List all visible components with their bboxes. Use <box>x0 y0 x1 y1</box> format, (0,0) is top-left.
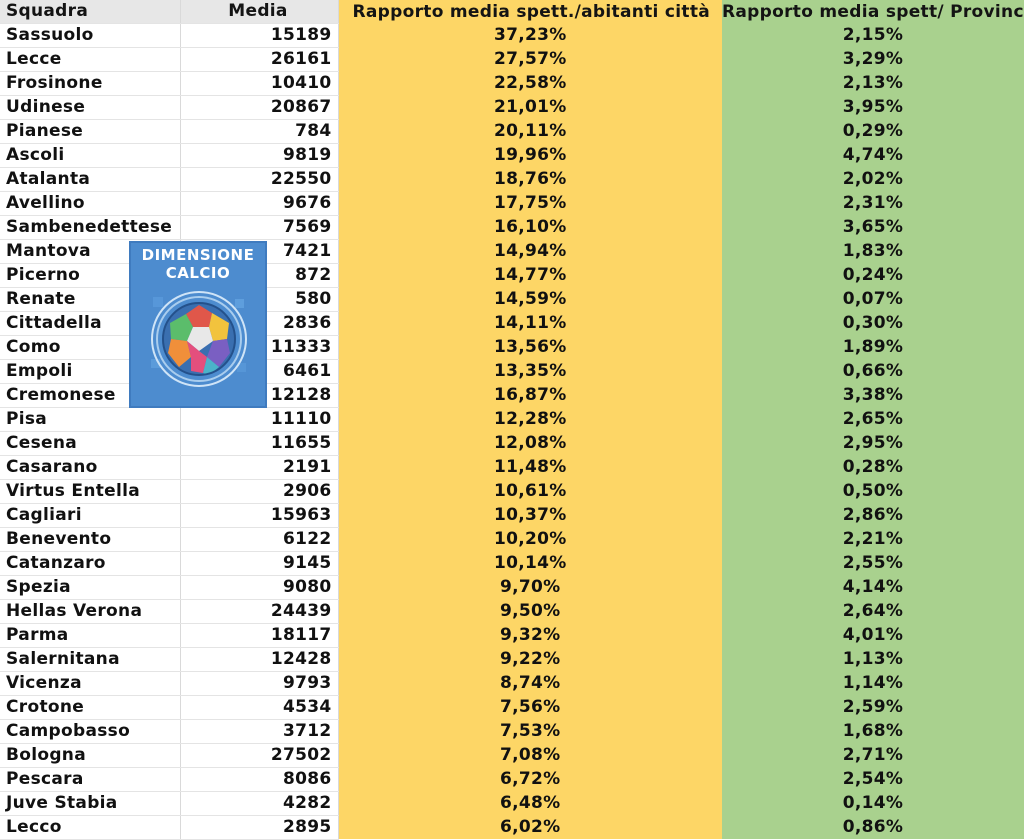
avg-cell[interactable]: 9793 <box>180 671 338 695</box>
avg-cell[interactable]: 2191 <box>180 455 338 479</box>
prov-ratio-cell[interactable]: 2,54% <box>722 767 1024 791</box>
prov-ratio-cell[interactable]: 3,65% <box>722 215 1024 239</box>
avg-cell[interactable]: 18117 <box>180 623 338 647</box>
city-ratio-cell[interactable]: 7,56% <box>338 695 722 719</box>
prov-ratio-cell[interactable]: 3,29% <box>722 47 1024 71</box>
prov-ratio-cell[interactable]: 2,59% <box>722 695 1024 719</box>
city-ratio-cell[interactable]: 9,22% <box>338 647 722 671</box>
avg-cell[interactable]: 4282 <box>180 791 338 815</box>
team-cell[interactable]: Pianese <box>0 119 180 143</box>
city-ratio-cell[interactable]: 13,35% <box>338 359 722 383</box>
prov-ratio-cell[interactable]: 1,89% <box>722 335 1024 359</box>
logo-line1: DIMENSIONE <box>141 246 255 264</box>
header-prov-ratio[interactable]: Rapporto media spett/ Provinc <box>722 1 1024 22</box>
prov-ratio-cell[interactable]: 4,14% <box>722 575 1024 599</box>
prov-ratio-cell[interactable]: 0,50% <box>722 479 1024 503</box>
city-ratio-cell[interactable]: 6,48% <box>338 791 722 815</box>
table-row <box>0 767 1024 791</box>
city-ratio-cell[interactable]: 37,23% <box>338 23 722 47</box>
header-team[interactable]: Squadra <box>0 0 180 23</box>
prov-ratio-cell[interactable]: 0,66% <box>722 359 1024 383</box>
city-ratio-cell[interactable]: 9,70% <box>338 575 722 599</box>
avg-cell[interactable]: 9080 <box>180 575 338 599</box>
table-row <box>0 671 1024 695</box>
table-row <box>0 143 1024 167</box>
team-cell[interactable]: Cagliari <box>0 503 180 527</box>
prov-ratio-cell[interactable]: 0,07% <box>722 287 1024 311</box>
avg-cell[interactable]: 11110 <box>180 407 338 431</box>
city-ratio-cell[interactable]: 14,77% <box>338 263 722 287</box>
prov-ratio-cell[interactable]: 2,65% <box>722 407 1024 431</box>
team-cell[interactable]: Empoli <box>0 359 180 383</box>
city-ratio-cell[interactable]: 21,01% <box>338 95 722 119</box>
team-cell[interactable]: Lecce <box>0 47 180 71</box>
city-ratio-cell[interactable]: 14,11% <box>338 311 722 335</box>
table-row <box>0 23 1024 47</box>
table-row <box>0 695 1024 719</box>
avg-cell[interactable]: 15189 <box>180 23 338 47</box>
team-cell[interactable]: Casarano <box>0 455 180 479</box>
city-ratio-cell[interactable]: 18,76% <box>338 167 722 191</box>
city-ratio-cell[interactable]: 7,08% <box>338 743 722 767</box>
table-row <box>0 575 1024 599</box>
header-row <box>0 0 1024 23</box>
team-cell[interactable]: Juve Stabia <box>0 791 180 815</box>
table-row <box>0 119 1024 143</box>
avg-cell[interactable]: 3712 <box>180 719 338 743</box>
avg-cell[interactable]: 872 <box>180 263 338 287</box>
prov-ratio-cell[interactable]: 0,30% <box>722 311 1024 335</box>
city-ratio-cell[interactable]: 6,72% <box>338 767 722 791</box>
prov-ratio-cell[interactable]: 2,64% <box>722 599 1024 623</box>
team-cell[interactable]: Crotone <box>0 695 180 719</box>
avg-cell[interactable]: 10410 <box>180 71 338 95</box>
avg-cell[interactable]: 784 <box>180 119 338 143</box>
prov-ratio-cell[interactable]: 0,86% <box>722 815 1024 839</box>
table-row <box>0 47 1024 71</box>
table-row <box>0 623 1024 647</box>
city-ratio-cell[interactable]: 17,75% <box>338 191 722 215</box>
team-cell[interactable]: Atalanta <box>0 167 180 191</box>
prov-ratio-cell[interactable]: 0,28% <box>722 455 1024 479</box>
prov-ratio-cell[interactable]: 2,31% <box>722 191 1024 215</box>
prov-ratio-cell[interactable]: 0,14% <box>722 791 1024 815</box>
team-cell[interactable]: Mantova <box>0 239 180 263</box>
prov-ratio-cell[interactable]: 1,83% <box>722 239 1024 263</box>
avg-cell[interactable]: 2895 <box>180 815 338 839</box>
avg-cell[interactable]: 20867 <box>180 95 338 119</box>
team-cell[interactable]: Salernitana <box>0 647 180 671</box>
table-row <box>0 95 1024 119</box>
avg-cell[interactable]: 15963 <box>180 503 338 527</box>
avg-cell[interactable]: 9676 <box>180 191 338 215</box>
avg-cell[interactable]: 7421 <box>180 239 338 263</box>
prov-ratio-cell[interactable]: 4,74% <box>722 143 1024 167</box>
table-row <box>0 719 1024 743</box>
table-row <box>0 791 1024 815</box>
team-cell[interactable]: Pescara <box>0 767 180 791</box>
avg-cell[interactable]: 2906 <box>180 479 338 503</box>
prov-ratio-cell[interactable]: 1,68% <box>722 719 1024 743</box>
header-city-ratio[interactable]: Rapporto media spett./abitanti città <box>338 0 722 23</box>
avg-cell[interactable]: 6122 <box>180 527 338 551</box>
prov-ratio-cell[interactable]: 3,95% <box>722 95 1024 119</box>
team-cell[interactable]: Sassuolo <box>0 23 180 47</box>
table-row <box>0 407 1024 431</box>
avg-cell[interactable]: 12128 <box>180 383 338 407</box>
team-cell[interactable]: Parma <box>0 623 180 647</box>
city-ratio-cell[interactable]: 27,57% <box>338 47 722 71</box>
city-ratio-cell[interactable]: 10,61% <box>338 479 722 503</box>
avg-cell[interactable]: 7569 <box>180 215 338 239</box>
team-cell[interactable]: Renate <box>0 287 180 311</box>
avg-cell[interactable]: 2836 <box>180 311 338 335</box>
avg-cell[interactable]: 11655 <box>180 431 338 455</box>
team-cell[interactable]: Lecco <box>0 815 180 839</box>
avg-cell[interactable]: 6461 <box>180 359 338 383</box>
team-cell[interactable]: Cesena <box>0 431 180 455</box>
table-row <box>0 503 1024 527</box>
team-cell[interactable]: Catanzaro <box>0 551 180 575</box>
city-ratio-cell[interactable]: 10,37% <box>338 503 722 527</box>
avg-cell[interactable]: 580 <box>180 287 338 311</box>
team-cell[interactable]: Pisa <box>0 407 180 431</box>
prov-ratio-cell[interactable]: 2,02% <box>722 167 1024 191</box>
avg-cell[interactable]: 22550 <box>180 167 338 191</box>
table-row <box>0 527 1024 551</box>
avg-cell[interactable]: 26161 <box>180 47 338 71</box>
prov-ratio-cell[interactable]: 4,01% <box>722 623 1024 647</box>
team-cell[interactable]: Benevento <box>0 527 180 551</box>
avg-cell[interactable]: 4534 <box>180 695 338 719</box>
table-row <box>0 431 1024 455</box>
team-cell[interactable]: Udinese <box>0 95 180 119</box>
city-ratio-cell[interactable]: 14,94% <box>338 239 722 263</box>
city-ratio-cell[interactable]: 13,56% <box>338 335 722 359</box>
prov-ratio-cell[interactable]: 2,71% <box>722 743 1024 767</box>
prov-ratio-cell[interactable]: 2,55% <box>722 551 1024 575</box>
table-row <box>0 551 1024 575</box>
team-cell[interactable]: Vicenza <box>0 671 180 695</box>
avg-cell[interactable]: 9819 <box>180 143 338 167</box>
prov-ratio-cell[interactable]: 2,13% <box>722 71 1024 95</box>
avg-cell[interactable]: 9145 <box>180 551 338 575</box>
team-cell[interactable]: Como <box>0 335 180 359</box>
table-row <box>0 815 1024 839</box>
header-avg[interactable]: Media <box>180 0 338 23</box>
team-cell[interactable]: Cittadella <box>0 311 180 335</box>
avg-cell[interactable]: 27502 <box>180 743 338 767</box>
city-ratio-cell[interactable]: 22,58% <box>338 71 722 95</box>
team-cell[interactable]: Cremonese <box>0 383 180 407</box>
soccer-ball-icon <box>149 289 249 389</box>
city-ratio-cell[interactable]: 7,53% <box>338 719 722 743</box>
dimensione-calcio-logo <box>129 241 267 408</box>
prov-ratio-cell[interactable]: 1,14% <box>722 671 1024 695</box>
prov-ratio-cell[interactable]: 2,86% <box>722 503 1024 527</box>
team-cell[interactable]: Spezia <box>0 575 180 599</box>
team-cell[interactable]: Bologna <box>0 743 180 767</box>
prov-ratio-cell[interactable]: 3,38% <box>722 383 1024 407</box>
table-row <box>0 599 1024 623</box>
city-ratio-cell[interactable]: 20,11% <box>338 119 722 143</box>
city-ratio-cell[interactable]: 14,59% <box>338 287 722 311</box>
city-ratio-cell[interactable]: 11,48% <box>338 455 722 479</box>
table-row <box>0 455 1024 479</box>
city-ratio-cell[interactable]: 12,28% <box>338 407 722 431</box>
city-ratio-cell[interactable]: 8,74% <box>338 671 722 695</box>
team-cell[interactable]: Frosinone <box>0 71 180 95</box>
city-ratio-cell[interactable]: 9,32% <box>338 623 722 647</box>
table-row <box>0 647 1024 671</box>
team-cell[interactable]: Hellas Verona <box>0 599 180 623</box>
city-ratio-cell[interactable]: 16,87% <box>338 383 722 407</box>
city-ratio-cell[interactable]: 16,10% <box>338 215 722 239</box>
city-ratio-cell[interactable]: 12,08% <box>338 431 722 455</box>
logo-line2: CALCIO <box>165 264 231 282</box>
city-ratio-cell[interactable]: 6,02% <box>338 815 722 839</box>
team-cell[interactable]: Campobasso <box>0 719 180 743</box>
city-ratio-cell[interactable]: 10,20% <box>338 527 722 551</box>
team-cell[interactable]: Sambenedettese <box>0 215 180 239</box>
team-cell[interactable]: Picerno <box>0 263 180 287</box>
prov-ratio-cell[interactable]: 1,13% <box>722 647 1024 671</box>
prov-ratio-cell[interactable]: 0,24% <box>722 263 1024 287</box>
avg-cell[interactable]: 24439 <box>180 599 338 623</box>
table-row <box>0 191 1024 215</box>
prov-ratio-cell[interactable]: 2,21% <box>722 527 1024 551</box>
prov-ratio-cell[interactable]: 2,15% <box>722 23 1024 47</box>
table-row <box>0 479 1024 503</box>
prov-ratio-cell[interactable]: 2,95% <box>722 431 1024 455</box>
avg-cell[interactable]: 11333 <box>180 335 338 359</box>
table-row <box>0 71 1024 95</box>
city-ratio-cell[interactable]: 10,14% <box>338 551 722 575</box>
team-cell[interactable]: Virtus Entella <box>0 479 180 503</box>
city-ratio-cell[interactable]: 19,96% <box>338 143 722 167</box>
avg-cell[interactable]: 8086 <box>180 767 338 791</box>
team-cell[interactable]: Avellino <box>0 191 180 215</box>
table-row <box>0 215 1024 239</box>
table-row <box>0 743 1024 767</box>
table-row <box>0 167 1024 191</box>
team-cell[interactable]: Ascoli <box>0 143 180 167</box>
avg-cell[interactable]: 12428 <box>180 647 338 671</box>
city-ratio-cell[interactable]: 9,50% <box>338 599 722 623</box>
prov-ratio-cell[interactable]: 0,29% <box>722 119 1024 143</box>
